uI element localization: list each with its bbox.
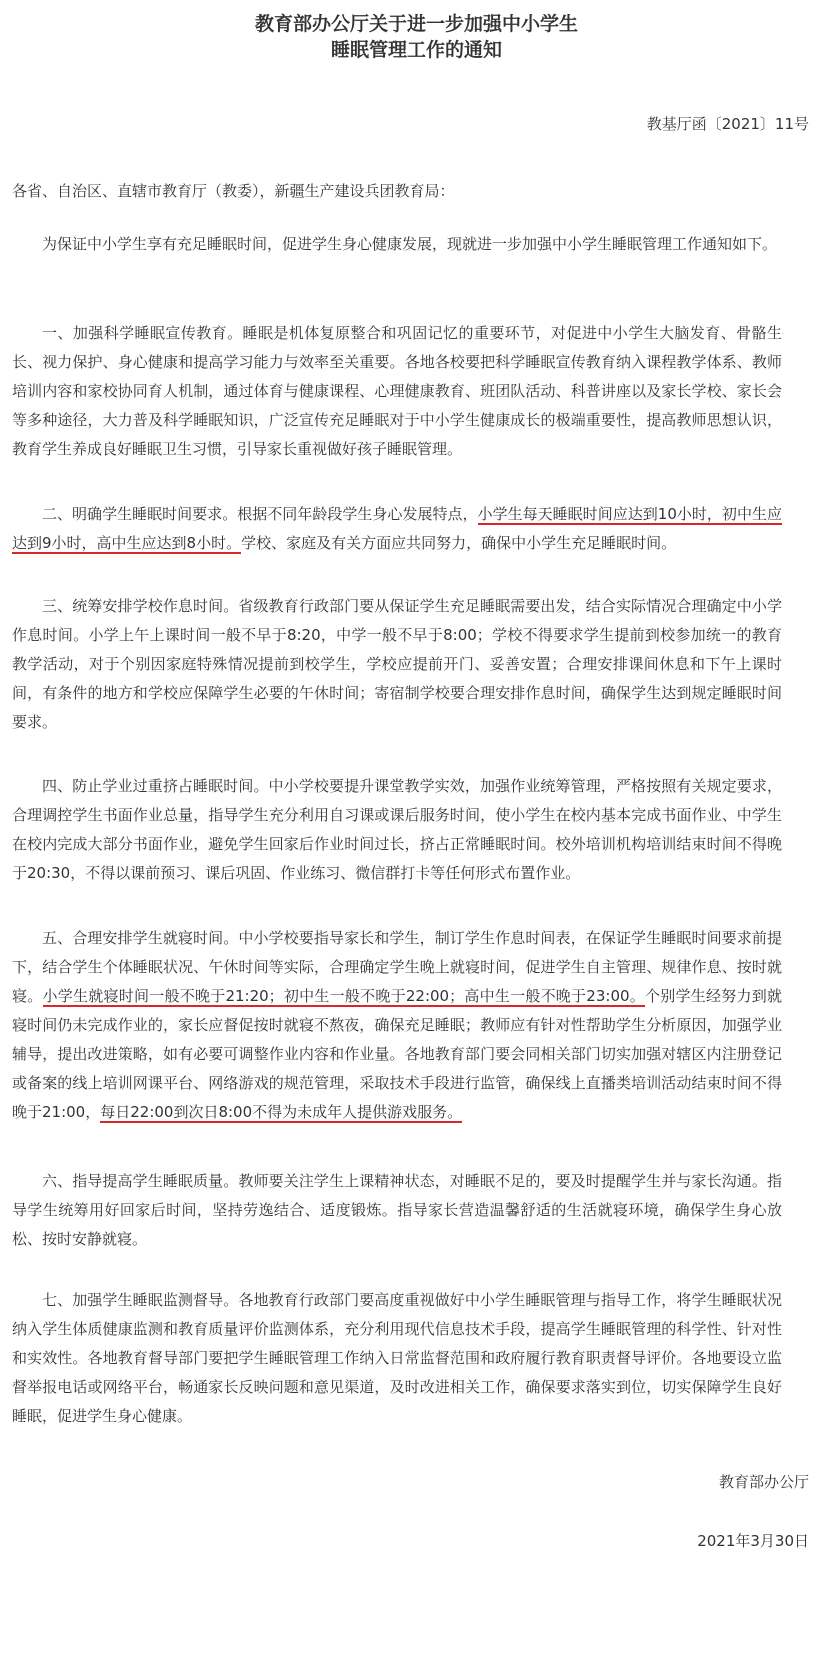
section-5-highlight-gaming: 每日22:00到次日8:00不得为未成年人提供游戏服务。	[100, 1103, 463, 1121]
page-title-line-1: 教育部办公厅关于进一步加强中小学生	[254, 13, 578, 35]
section-1-paragraph: 一、加强科学睡眠宣传教育。睡眠是机体复原整合和巩固记忆的重要环节，对促进中小学生大脑发育、骨骼生长、视力保护、身心健康和提高学习能力与效率至关重要。各地各校要把科学睡眠宣传教育纳入课程教学体系、教师培训内容和家校协同育人机制，通过体育与健康课程、心理健康教育、班团队活动、科普讲座以及家长学校、家长会等多种途径，大力普及科学睡眠知识，广泛宣传充足睡眠对于中小学生健康成长的极端重要性，提高教师思想认识，教育学生养成良好睡眠卫生习惯，引导家长重视做好孩子睡眠管理。	[12, 324, 782, 458]
section-5-text-middle: 个别学生经努力到就寝时间仍未完成作业的，家长应督促按时就寝不熬夜，确保充足睡眠；教师应有针对性帮助学生分析原因，加强学业辅导，提出改进策略，如有必要可调整作业内容和作业量。各地教育部门要会同相关部门切实加强对辖区内注册登记或备案的线上培训网课平台、网络游戏的规范管理，采取技术手段进行监管，确保线上直播类培训活动结束时间不得晚于21:00，	[12, 987, 782, 1121]
section-6-paragraph: 六、指导提高学生睡眠质量。教师要关注学生上课精神状态，对睡眠不足的，要及时提醒学生并与家长沟通。指导学生统筹用好回家后时间，坚持劳逸结合、适度锻炼。指导家长营造温馨舒适的生活就寝环境，确保学生身心放松、按时安静就寝。	[12, 1172, 782, 1248]
salutation: 各省、自治区、直辖市教育厅（教委），新疆生产建设兵团教育局：	[12, 182, 455, 200]
section-5-paragraph	[12, 924, 782, 1127]
section-4-paragraph: 四、防止学业过重挤占睡眠时间。中小学校要提升课堂教学实效，加强作业统筹管理，严格按照有关规定要求，合理调控学生书面作业总量，指导学生充分利用自习课或课后服务时间，使小学生在校内基本完成书面作业、中学生在校内完成大部分书面作业，避免学生回家后作业时间过长，挤占正常睡眠时间。校外培训机构培训结束时间不得晚于20:30，不得以课前预习、课后巩固、作业练习、微信群打卡等任何形式布置作业。	[12, 777, 782, 882]
section-3-paragraph: 三、统筹安排学校作息时间。省级教育行政部门要从保证学生充足睡眠需要出发，结合实际情况合理确定中小学作息时间。小学上午上课时间一般不早于8:20，中学一般不早于8:00；学校不得要求学生提前到校参加统一的教育教学活动，对于个别因家庭特殊情况提前到校学生，学校应提前开门、妥善安置；合理安排课间休息和下午上课时间，有条件的地方和学校应保障学生必要的午休时间；寄宿制学校要合理安排作息时间，确保学生达到规定睡眠时间要求。	[12, 597, 782, 731]
section-2-paragraph	[12, 500, 782, 558]
page-title-line-2: 睡眠管理工作的通知	[330, 39, 502, 61]
issue-date: 2021年3月30日	[697, 1532, 809, 1550]
section-2-highlight: 小学生每天睡眠时间应达到10小时，初中生应达到9小时，高中生应达到8小时。	[12, 505, 782, 552]
section-2-text-before: 二、明确学生睡眠时间要求。根据不同年龄段学生身心发展特点，	[42, 505, 478, 523]
section-2-text-after: 学校、家庭及有关方面应共同努力，确保中小学生充足睡眠时间。	[241, 534, 677, 552]
intro-paragraph: 为保证中小学生享有充足睡眠时间，促进学生身心健康发展，现就进一步加强中小学生睡眠管理工作通知如下。	[42, 235, 778, 253]
issuer-signature: 教育部办公厅	[718, 1473, 809, 1491]
section-7-paragraph: 七、加强学生睡眠监测督导。各地教育行政部门要高度重视做好中小学生睡眠管理与指导工作，将学生睡眠状况纳入学生体质健康监测和教育质量评价监测体系，充分利用现代信息技术手段，提高学生睡眠管理的科学性、针对性和实效性。各地教育督导部门要把学生睡眠管理工作纳入日常监督范围和政府履行教育职责督导评价。各地要设立监督举报电话或网络平台，畅通家长反映问题和意见渠道，及时改进相关工作，确保要求落实到位，切实保障学生良好睡眠，促进学生身心健康。	[12, 1291, 782, 1425]
section-5-highlight-bedtime: 小学生就寝时间一般不晚于21:20；初中生一般不晚于22:00；高中生一般不晚于23:00。	[42, 987, 646, 1005]
document-number: 教基厅函〔2021〕11号	[646, 115, 809, 133]
section-5-text-before: 五、合理安排学生就寝时间。中小学校要指导家长和学生，制订学生作息时间表，在保证学生睡眠时间要求前提下，结合学生个体睡眠状况、午休时间等实际，合理确定学生晚上就寝时间，促进学生自主管理、规律作息、按时就寝。	[12, 929, 782, 1005]
